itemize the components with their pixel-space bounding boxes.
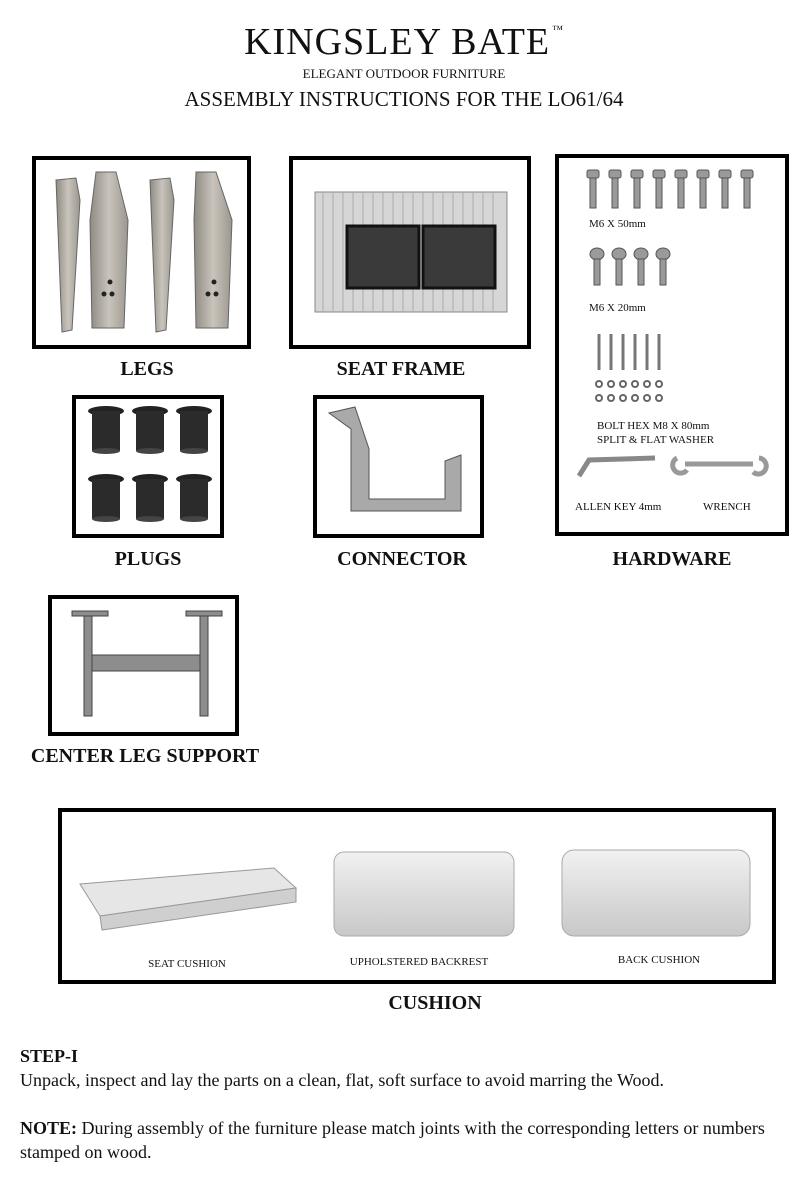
back-cushion-text: BACK CUSHION [617,954,701,966]
step-instructions: Unpack, inspect and lay the parts on a clean, flat, soft surface to avoid marring the Wood. [20,1070,665,1090]
cushion-label: CUSHION [388,992,482,1014]
upholstered-backrest-text: UPHOLSTERED BACKREST [349,956,489,968]
note-text: During assembly of the furniture please match joints with the corresponding letters or numbers stamped on wood. [20,1118,765,1162]
document-title: ASSEMBLY INSTRUCTIONS FOR THE LO61/64 [184,87,624,111]
hardware-washer-text: SPLIT & FLAT WASHER [597,434,715,446]
plugs-label: PLUGS [114,548,182,570]
step-note [20,1116,790,1164]
cushion-image [58,808,776,984]
center-leg-support-label: CENTER LEG SUPPORT [30,745,260,767]
seat-cushion-text: SEAT CUSHION [148,958,226,970]
hardware-hex-bolt-text: BOLT HEX M8 X 80mm [597,420,710,432]
trademark: ™ [552,24,564,36]
hardware-bolt-20mm-text: M6 X 20mm [589,302,646,314]
brand-tagline: ELEGANT OUTDOOR FURNITURE [302,66,506,81]
hardware-allen-key-text: ALLEN KEY 4mm [575,501,662,513]
note-label: NOTE: [20,1118,78,1138]
center-leg-support-image [48,595,239,736]
plugs-image [72,395,224,538]
brand-logo [0,20,808,64]
legs-image [32,156,251,349]
seat-frame-label: SEAT FRAME [336,358,466,380]
hardware-label: HARDWARE [612,548,732,570]
brand-name: KINGSLEY BATE [244,21,551,63]
legs-label: LEGS [120,358,174,380]
hardware-bolt-50mm-text: M6 X 50mm [589,218,646,230]
hardware-image [555,154,789,536]
step-heading: STEP-I [20,1046,79,1066]
connector-image [313,395,484,538]
hardware-wrench-text: WRENCH [703,501,751,513]
connector-label: CONNECTOR [337,548,467,570]
seat-frame-image [289,156,531,349]
